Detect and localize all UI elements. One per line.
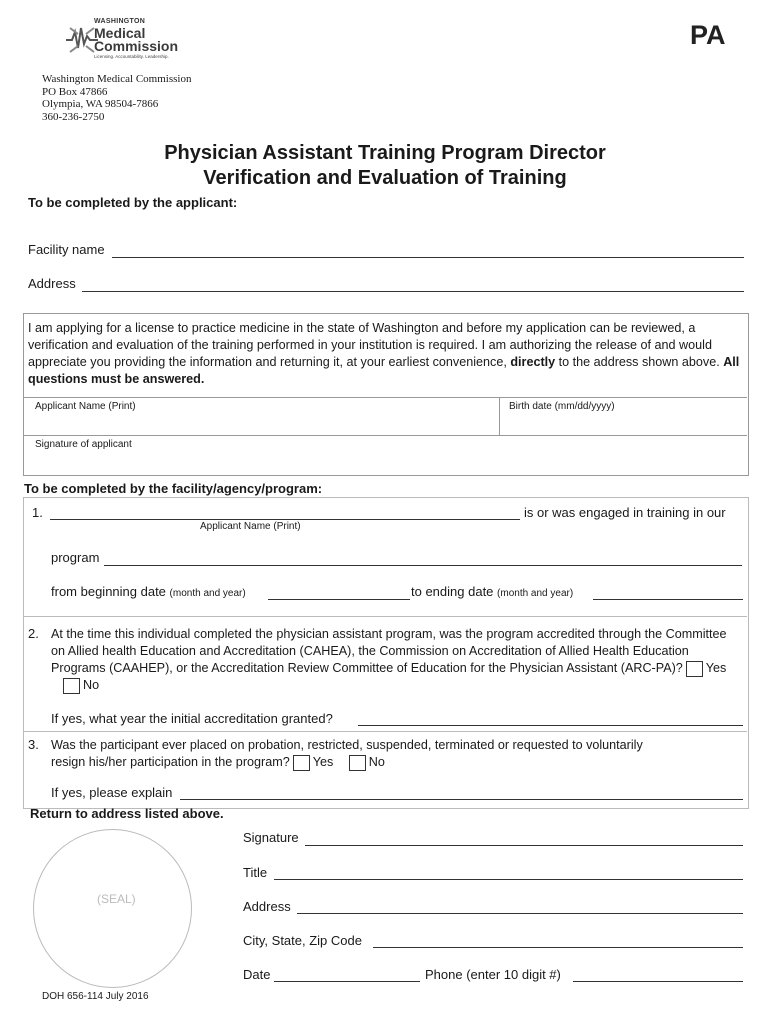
form-number: DOH 656-114 July 2016: [42, 991, 149, 1002]
return-address-field[interactable]: [297, 913, 743, 914]
from-hint: (month and year): [169, 588, 246, 599]
q3-text: Was the participant ever placed on probation, restricted, suspended, terminated or requested to voluntarily resign his/her participation in the program?: [51, 738, 643, 769]
q2-followup-label: If yes, what year the initial accreditation granted?: [51, 711, 333, 726]
divider: [24, 435, 747, 436]
divider: [24, 731, 747, 732]
q2-yes-label: Yes: [705, 661, 727, 675]
date-field[interactable]: [274, 981, 420, 982]
facility-section-heading: To be completed by the facility/agency/program:: [24, 481, 323, 496]
q3-no-checkbox[interactable]: [349, 755, 366, 771]
applicant-section-heading: To be completed by the applicant:: [28, 195, 238, 210]
phone-label: Phone (enter 10 digit #): [425, 967, 561, 982]
q1-sublabel: Applicant Name (Print): [200, 521, 301, 532]
seal-label: (SEAL): [97, 892, 136, 906]
date-label: Date: [243, 967, 271, 982]
program-label: program: [51, 550, 100, 565]
logo-state: WASHINGTON: [94, 18, 146, 25]
statement-bold-all-questions: All questions must be answered.: [28, 355, 740, 386]
q3-yes-label: Yes: [312, 755, 334, 769]
applicant-name-field[interactable]: Applicant Name (Print): [35, 401, 136, 412]
address-field[interactable]: [82, 291, 744, 292]
q2-text: At the time this individual completed the physician assistant program, was the program accredited through the Committee on Allied health Education and Accreditation (CAHEA), the Commission on Accreditation of Allied Health Education Programs (CAAHEP), or the Accreditation Review Committee of Education for the Physician Assistant (ARC-PA)?: [51, 627, 727, 675]
to-label: to ending date: [411, 584, 494, 599]
accreditation-year-field[interactable]: [358, 725, 743, 726]
mailing-address: [42, 73, 191, 123]
address-line: Washington Medical Commission: [42, 73, 192, 85]
city-state-zip-label: City, State, Zip Code: [243, 933, 362, 948]
logo-tagline: Licensing. Accountability. Leadership.: [94, 54, 169, 59]
signature-label: Signature: [243, 830, 299, 845]
wmc-logo: [64, 18, 184, 60]
form-title-line1: Physician Assistant Training Program Director: [164, 142, 606, 164]
logo-line1: Medical: [94, 25, 146, 41]
q2-yes-checkbox[interactable]: [686, 661, 703, 677]
to-date-field[interactable]: [593, 599, 743, 600]
q3-yes-checkbox[interactable]: [293, 755, 310, 771]
divider: [499, 397, 500, 435]
address-line: PO Box 47866: [42, 85, 108, 98]
return-heading: Return to address listed above.: [30, 806, 224, 821]
divider: [24, 616, 747, 617]
city-state-zip-field[interactable]: [373, 947, 743, 948]
birth-date-field[interactable]: Birth date (mm/dd/yyyy): [509, 401, 615, 412]
q1-text: is or was engaged in training in our: [524, 505, 726, 520]
q2-no-checkbox[interactable]: [63, 678, 80, 694]
title-label: Title: [243, 865, 268, 880]
q2-no-label: No: [83, 678, 100, 692]
q3-followup-label: If yes, please explain: [51, 785, 173, 800]
to-hint: (month and year): [497, 588, 574, 599]
form-code: PA: [690, 20, 726, 50]
phone-field[interactable]: [573, 981, 743, 982]
statement-text-2: to the address shown above.: [558, 355, 720, 369]
facility-name-label: Facility name: [28, 242, 105, 257]
q2-question: [51, 626, 741, 694]
q3-number: 3.: [28, 737, 39, 752]
program-field[interactable]: [104, 565, 742, 566]
from-date-label: [51, 584, 246, 599]
explanation-field[interactable]: [180, 799, 743, 800]
q1-number: 1.: [32, 505, 43, 520]
q2-number: 2.: [28, 626, 39, 641]
director-signature-field[interactable]: [305, 845, 743, 846]
facility-name-field[interactable]: [112, 257, 744, 258]
to-date-label: [411, 584, 573, 599]
from-date-field[interactable]: [268, 599, 410, 600]
return-address-label: Address: [243, 899, 291, 914]
from-label: from beginning date: [51, 584, 166, 599]
applicant-signature-field[interactable]: Signature of applicant: [35, 439, 132, 450]
logo-line2: Commission: [94, 38, 179, 54]
address-label: Address: [28, 276, 76, 291]
statement-bold-directly: directly: [510, 355, 556, 369]
q3-question: [51, 737, 651, 771]
q3-no-label: No: [368, 755, 385, 769]
applicant-statement: [28, 320, 744, 388]
director-title-field[interactable]: [274, 879, 743, 880]
seal-circle: [33, 829, 192, 988]
statement-text: I am applying for a license to practice medicine in the state of Washington and before my application can be reviewed, a verification and evaluation of the training performed in your institution is required. I am authorizing the release of and would appreciate you providing the information and returning it, at your earliest convenience,: [28, 321, 712, 369]
q1-applicant-name-field[interactable]: [50, 519, 520, 520]
address-line: 360-236-2750: [42, 110, 105, 123]
form-title-line2: Verification and Evaluation of Training: [203, 167, 567, 189]
divider: [24, 397, 747, 398]
address-line: Olympia, WA 98504-7866: [42, 98, 159, 110]
